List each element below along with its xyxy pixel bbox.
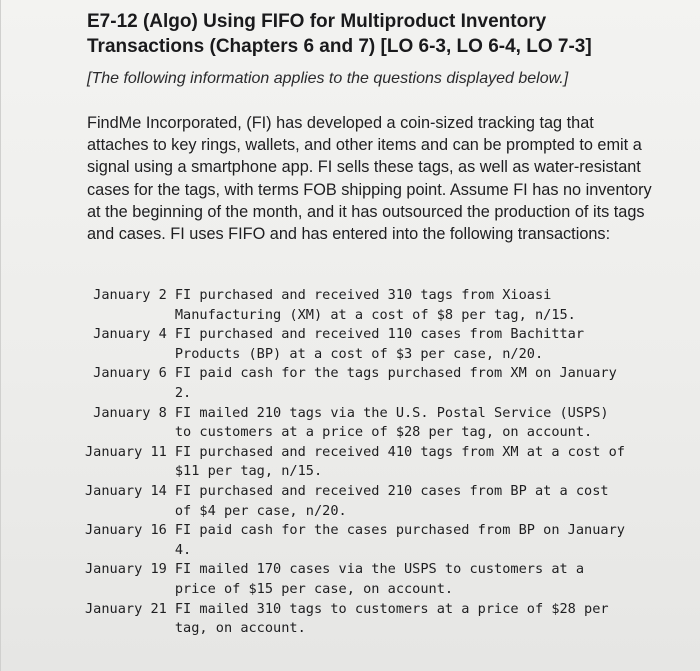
transaction-date: January 8 [93, 404, 167, 421]
transaction-date: January 4 [93, 326, 167, 343]
intro-paragraph: FindMe Incorporated, (FI) has developed a coin-sized tracking tag that attaches to key rings, wallets, and other items and can be prompted to emit a signal using a smartphone app. FI sells these tags, as well as water-resistant cases for the tags, with terms FOB shipping point. Assume FI has no inventory at the beginning of the month, and it has outsourced the production of its tags and cases. FI uses FIFO and has entered into the following transactions: [87, 114, 652, 244]
transaction-row [85, 443, 627, 482]
transaction-row [85, 364, 627, 403]
transaction-description: FI purchased and received 310 tags from Xioasi Manufacturing (XM) at a cost of $8 per tag, n/15. [174, 287, 576, 323]
transaction-description: FI paid cash for the cases purchased from BP on January 4. [174, 522, 625, 558]
transaction-date: January 2 [93, 287, 167, 303]
transaction-description: FI purchased and received 110 cases from Bachittar Products (BP) at a cost of $3 per case, n/20. [174, 326, 585, 362]
transaction-row [85, 404, 627, 443]
transaction-date: January 6 [93, 365, 167, 382]
transaction-description: FI purchased and received 410 tags from XM at a cost of $11 per tag, n/15. [174, 443, 625, 480]
transaction-date: January 11 [85, 443, 167, 460]
transaction-date: January 14 [85, 482, 167, 499]
transaction-row [85, 286, 627, 325]
transaction-row [85, 560, 627, 599]
transaction-row [85, 482, 627, 521]
transaction-date: January 19 [85, 561, 167, 578]
transaction-row [85, 325, 627, 364]
transaction-row [85, 600, 627, 639]
transaction-row [85, 521, 627, 560]
transaction-description: FI paid cash for the tags purchased from XM on January 2. [174, 365, 617, 401]
problem-title: E7-12 (Algo) Using FIFO for Multiproduct Inventory Transactions (Chapters 6 and 7) [LO 6-3, LO 6-4, LO 7-3] [87, 11, 592, 57]
context-note: [The following information applies to the questions displayed below.] [87, 70, 569, 87]
transaction-date: January 21 [85, 600, 167, 617]
transaction-date: January 16 [85, 522, 167, 539]
transaction-description: FI mailed 310 tags to customers at a price of $28 per tag, on account. [174, 600, 609, 637]
transaction-description: FI mailed 210 tags via the U.S. Postal Service (USPS) to customers at a price of $28 per tag, on account. [174, 404, 609, 441]
transaction-description: FI purchased and received 210 cases from BP at a cost of $4 per case, n/20. [174, 482, 609, 519]
transactions-table [85, 286, 627, 639]
transaction-description: FI mailed 170 cases via the USPS to customers at a price of $15 per case, on account. [174, 561, 585, 597]
